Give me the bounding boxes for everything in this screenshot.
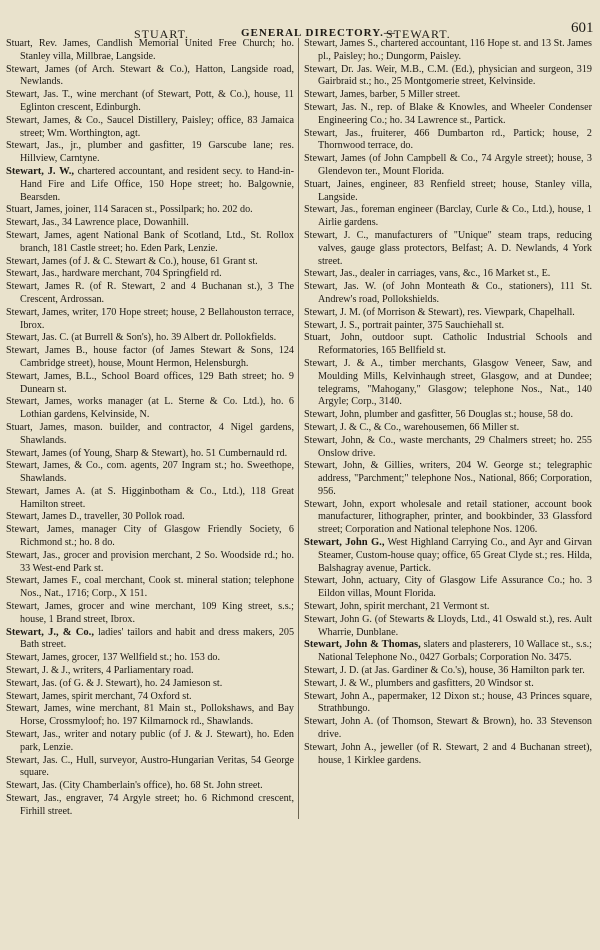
directory-entry: Stewart, J. S., portrait painter, 375 Sauchiehall st. (304, 319, 505, 331)
directory-entry: Stewart, Jas. T., wine merchant (of Stewart, Pott, & Co.), house, 11 Eglinton crescent, Edinburgh. (6, 89, 294, 113)
directory-entry: Stewart, John, spirit merchant, 21 Vermont st. (304, 601, 490, 613)
directory-entry: Stewart, James (of J. & C. Stewart & Co.), house, 61 Grant st. (6, 255, 258, 267)
directory-entry: Stuart, Rev. James, Candlish Memorial United Free Church; ho. Stanley villa, Millbrae, Langside. (6, 38, 294, 62)
directory-entry: Stewart, John, plumber and gasfitter, 56 Douglas st.; house, 58 do. (304, 409, 573, 421)
directory-entry: Stewart, James, writer, 170 Hope street; house, 2 Bellahouston terrace, Ibrox. (6, 306, 294, 331)
header-left: STUART. (134, 27, 190, 41)
directory-entry: Stuart, Jaines, engineer, 83 Renfield street; house, Stanley villa, Langside. (304, 178, 592, 203)
directory-entry: Stuart, John, outdoor supt. Catholic Industrial Schools and Reformatories, 165 Bellfield st. (304, 332, 592, 357)
left-column (6, 38, 299, 819)
directory-entry (304, 639, 592, 665)
directory-entry: Stewart, J. D. (at Jas. Gardiner & Co.'s), house, 36 Hamilton park ter. (304, 665, 585, 677)
entry-bold-name: Stewart, J., & Co., (6, 626, 94, 638)
directory-entry: Stewart, James, spirit merchant, 74 Oxford st. (6, 690, 192, 702)
directory-entry: Stewart, James, wine merchant, 81 Main st., Pollokshaws, and Bay Horse, Crossmyloof; ho. 197 Kilmarnock rd., Shawlands. (6, 703, 294, 728)
directory-entry: Stewart, J. & A., timber merchants, Glasgow Veneer, Saw, and Moulding Mills, Kelvinhaugh street, Glasgow, and at Dundee; telegrams, "Mahogany," Glasgow; telephone Nos., Nat., 140 Argyle; Corp., 3140. (304, 357, 592, 408)
directory-columns (6, 38, 592, 819)
directory-entry: Stewart, James (of John Campbell & Co., 74 Argyle street); house, 3 Glendevon ter., Mount Florida. (304, 153, 592, 177)
directory-entry: Stewart, Jas., jr., plumber and gasfitter, 19 Garscube lane; res. Hillview, Carntyne. (6, 140, 294, 165)
directory-entry: Stewart, James, & Co., Saucel Distillery, Paisley; office, 83 Jamaica street; Wm. Worthington, agt. (6, 114, 294, 139)
directory-entry: Stewart, J. & W., plumbers and gasfitters, 20 Windsor st. (304, 677, 534, 689)
directory-entry: Stewart, Jas., hardware merchant, 704 Springfield rd. (6, 268, 222, 280)
directory-entry: Stewart, James A. (at S. Higginbotham & Co., Ltd.), 118 Great Hamilton street. (6, 485, 294, 510)
directory-entry: Stewart, J. & C., & Co., warehousemen, 66 Miller st. (304, 421, 520, 433)
entry-bold-name: Stewart, J. W., (6, 165, 74, 177)
directory-entry: Stewart, J. M. (of Morrison & Stewart), res. Viewpark, Chapelhall. (304, 306, 575, 318)
entry-details: West Highland Carrying Co., and Ayr and Girvan Steamer, Custom-house quay; office, 65 Great Clyde st.; res. Hilda, Balshagray avenue, Partick. (318, 537, 592, 574)
directory-entry: Stewart, James, works manager (at L. Sterne & Co. Ltd.), ho. 6 Lothian gardens, Kelvinside, N. (6, 396, 294, 421)
directory-entry: Stewart, Jas., foreman engineer (Barclay, Curle & Co., Ltd.), house, 1 Airlie gardens. (304, 204, 592, 229)
directory-entry: Stewart, James, grocer, 137 Wellfield st.; ho. 153 do. (6, 652, 220, 664)
directory-entry: Stewart, Jas., dealer in carriages, vans, &c., 16 Market st., E. (304, 268, 551, 280)
directory-entry: Stewart, James, agent National Bank of Scotland, Ltd., St. Rollox branch, 181 Castle street; ho. Eden Park, Lenzie. (6, 229, 294, 254)
directory-entry: Stewart, James, B.L., School Board offices, 129 Bath street; ho. 9 Dunearn st. (6, 370, 294, 395)
directory-entry: Stewart, Jas. (City Chamberlain's office), ho. 68 St. John street. (6, 780, 263, 792)
directory-entry: Stewart, John, & Co., waste merchants, 29 Chalmers street; ho. 255 Onslow drive. (304, 434, 592, 459)
directory-entry: Stewart, Jas., engraver, 74 Argyle street; ho. 6 Richmond crescent, Firhill street. (6, 793, 294, 817)
directory-entry: Stewart, Jas., 34 Lawrence place, Dowanhill. (6, 217, 189, 229)
directory-entry: Stuart, James, mason. builder, and contractor, 4 Nigel gardens, Shawlands. (6, 421, 294, 446)
directory-entry: Stewart, Jas. C. (at Burrell & Son's), ho. 39 Albert dr. Pollokfields. (6, 332, 277, 344)
directory-entry: Stewart, John, & Gillies, writers, 204 W. George st.; telegraphic address, "Parchment;" telephone Nos., National, 866; Corporation, 956. (304, 460, 592, 497)
entry-bold-name: Stewart, John & Thomas, (304, 639, 421, 651)
directory-entry: Stewart, James (of Young, Sharp & Stewart), ho. 51 Cumbernauld rd. (6, 447, 288, 459)
directory-entry: Stewart, J. & J., writers, 4 Parliamentary road. (6, 665, 194, 677)
directory-entry: Stewart, Jas. N., rep. of Blake & Knowles, and Wheeler Condenser Engineering Co.; ho. 34 Lawrence st., Partick. (304, 101, 592, 126)
page-header (6, 18, 592, 40)
directory-entry: Stewart, John A., papermaker, 12 Dixon st.; house, 43 Princes square, Strathbungo. (304, 690, 592, 715)
directory-entry (6, 627, 294, 653)
directory-entry: Stewart, James, barber, 5 Miller street. (304, 89, 461, 101)
directory-entry: Stewart, John, export wholesale and retail stationer, account book manufacturer, lithographer, printer, and bookbinder, 33 Glassford street; Corporation and National telephone Nos. 1206. (304, 498, 592, 536)
directory-entry: Stewart, Jas., fruiterer, 466 Dumbarton rd., Partick; house, 2 Thornwood terrace, do. (304, 127, 592, 152)
entry-details: chartered accountant, and resident secy. to Hand-in-Hand Fire and Life Office, 150 Hope street; ho. Balgownie, Bearsden. (20, 165, 294, 203)
directory-entry: Stewart, Jas. C., Hull, surveyor, Austro-Hungarian Veritas, 54 George square. (6, 754, 294, 779)
directory-entry: Stewart, J. C., manufacturers of "Unique" steam traps, reducing valves, gauge glass protectors, Belfast; A. D. Newlands, 4 York street. (304, 229, 592, 267)
directory-entry: Stewart, John G. (of Stewarts & Lloyds, Ltd., 41 Oswald st.), res. Ault Wharrie, Dunblane. (304, 613, 592, 638)
right-column (299, 38, 592, 819)
directory-entry: Stewart, Jas. W. (of John Monteath & Co., stationers), 111 St. Andrew's road, Pollokshields. (304, 281, 592, 305)
entry-details: ladies' tailors and habit and dress makers, 205 Bath street. (20, 626, 295, 651)
page-number: 601 (571, 20, 594, 36)
directory-entry: Stewart, James S., chartered accountant, 116 Hope st. and 13 St. James pl., Paisley; ho.; Dungorm, Paisley. (304, 38, 592, 62)
entry-details: slaters and plasterers, 10 Wallace st., s.s.; National Telephone No., 0427 Gorbals; Corporation No. 3475. (318, 639, 593, 664)
directory-entry: Stuart, James, joiner, 114 Saracen st., Possilpark; ho. 202 do. (6, 204, 253, 216)
directory-entry: Stewart, Jas., grocer and provision merchant, 2 So. Woodside rd.; ho. 33 West-end Park st. (6, 549, 294, 574)
directory-entry: Stewart, James D., traveller, 30 Pollok road. (6, 511, 185, 523)
directory-entry: Stewart, James F., coal merchant, Cook st. mineral station; telephone Nos., Nat., 1716; Corp., X 151. (6, 575, 294, 600)
directory-entry: Stewart, John A., jeweller (of R. Stewart, 2 and 4 Buchanan street), house, 1 Kirklee gardens. (304, 741, 592, 766)
directory-entry: Stewart, James R. (of R. Stewart, 2 and 4 Buchanan st.), 3 The Crescent, Ardrossan. (6, 281, 294, 305)
directory-entry: Stewart, James, manager City of Glasgow Friendly Society, 6 Richmond st.; ho. 8 do. (6, 524, 294, 549)
entry-bold-name: Stewart, John G., (304, 537, 385, 549)
directory-entry: Stewart, James (of Arch. Stewart & Co.), Hatton, Langside road, Newlands. (6, 63, 294, 88)
directory-entry (304, 537, 592, 575)
directory-entry: Stewart, James, & Co., com. agents, 207 Ingram st.; ho. Sweethope, Shawlands. (6, 460, 294, 485)
header-right: STEWART. (386, 27, 451, 41)
directory-entry: Stewart, John A. (of Thomson, Stewart & Brown), ho. 33 Stevenson drive. (304, 716, 592, 741)
directory-entry (6, 166, 294, 204)
directory-entry: Stewart, Jas. (of G. & J. Stewart), ho. 24 Jamieson st. (6, 677, 223, 689)
directory-entry: Stewart, John, actuary, City of Glasgow Life Assurance Co.; ho. 3 Eildon villas, Mount Florida. (304, 575, 592, 600)
directory-entry: Stewart, James B., house factor (of James Stewart & Sons, 124 Cambridge street), house, Mount Hermon, Helensburgh. (6, 345, 294, 369)
directory-entry: Stewart, Jas., writer and notary public (of J. & J. Stewart), ho. Eden park, Lenzie. (6, 729, 294, 753)
header-center: GENERAL DIRECTORY.— (241, 27, 396, 39)
directory-entry: Stewart, Dr. Jas. Weir, M.B., C.M. (Ed.), physician and surgeon, 319 Gairbraid st.; ho., 25 Montgomerie street, Kelvinside. (304, 63, 592, 88)
directory-entry: Stewart, James, grocer and wine merchant, 109 King street, s.s.; house, 1 Brand street, Ibrox. (6, 601, 294, 625)
